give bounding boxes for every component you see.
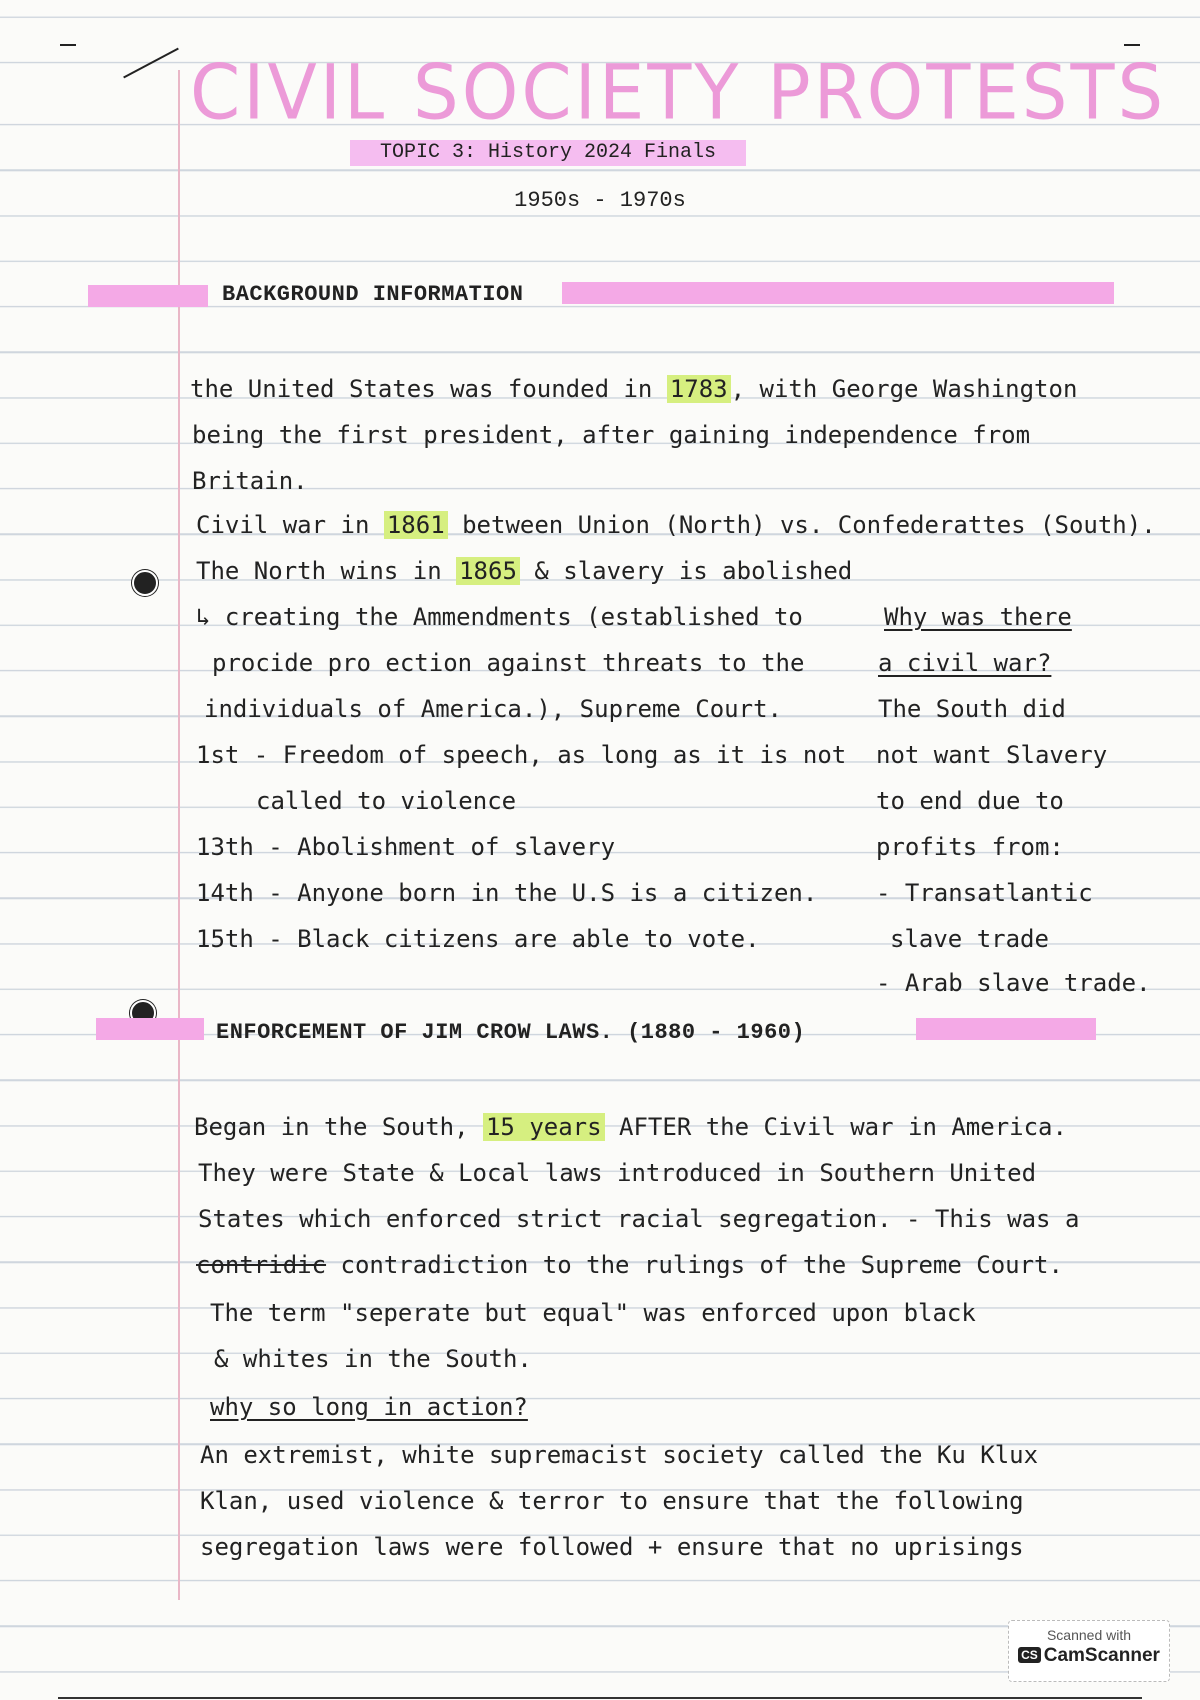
bg-line-7: procide pro ection against threats to the — [212, 649, 805, 677]
topic-subtitle: TOPIC 3: History 2024 Finals — [350, 140, 746, 166]
bullet-dot-1 — [132, 570, 158, 596]
bg-line-12: 14th - Anyone born in the U.S is a citizen. — [196, 879, 818, 907]
side-note-3: to end due to — [876, 787, 1064, 815]
bottom-rule — [58, 1697, 1142, 1699]
scanner-brand: CS CamScanner — [1009, 1645, 1169, 1667]
bg-line-2: being the first president, after gaining independence from — [192, 421, 1031, 449]
jc-line-7: why so long in action? — [210, 1393, 528, 1421]
heading-highlight-right — [562, 282, 1114, 304]
bg-line-8: individuals of America.), Supreme Court. — [204, 695, 782, 723]
pen-stroke — [123, 48, 179, 79]
side-note-4: profits from: — [876, 833, 1064, 861]
bg-line-10: called to violence — [256, 787, 517, 815]
side-question-1: Why was there — [884, 603, 1072, 631]
bg-line-5: The North wins in 1865 & slavery is abolished — [196, 557, 853, 585]
jc-line-1: Began in the South, 15 years AFTER the Civil war in America. — [194, 1113, 1067, 1141]
jc-line-8: An extremist, white supremacist society called the Ku Klux — [200, 1441, 1039, 1469]
heading-highlight-left-2 — [96, 1018, 204, 1040]
heading-highlight-left — [88, 285, 208, 307]
bg-line-9: 1st - Freedom of speech, as long as it is not — [196, 741, 847, 769]
bg-line-6: ↳ creating the Ammendments (established to — [196, 603, 803, 631]
era-label: 1950s - 1970s — [514, 188, 686, 213]
bg-line-4: Civil war in 1861 between Union (North) vs. Confederattes (South). — [196, 511, 1156, 539]
side-note-1: The South did — [878, 695, 1066, 723]
side-note-5: - Transatlantic — [876, 879, 1093, 907]
bg-line-13: 15th - Black citizens are able to vote. — [196, 925, 760, 953]
side-note-2: not want Slavery — [876, 741, 1108, 769]
camscanner-watermark — [1008, 1620, 1170, 1682]
corner-mark-right — [1124, 44, 1140, 46]
camscanner-icon: CS — [1018, 1647, 1041, 1663]
heading-highlight-right-2 — [916, 1018, 1096, 1040]
jc-line-3: States which enforced strict racial segregation. - This was a — [198, 1205, 1080, 1233]
page-title: CIVIL SOCIETY PROTESTS — [190, 47, 1167, 137]
section-heading-background: BACKGROUND INFORMATION — [222, 282, 524, 307]
jc-line-9: Klan, used violence & terror to ensure that the following — [200, 1487, 1024, 1515]
side-question-2: a civil war? — [878, 649, 1052, 677]
jc-line-5: The term "seperate but equal" was enforced upon black — [210, 1299, 976, 1327]
bg-line-1: the United States was founded in 1783 , with George Washington — [190, 375, 1078, 403]
jc-line-10: segregation laws were followed + ensure that no uprisings — [200, 1533, 1024, 1561]
jc-line-2: They were State & Local laws introduced in Southern United — [198, 1159, 1037, 1187]
corner-mark-left — [60, 44, 76, 46]
jc-line-6: & whites in the South. — [214, 1345, 532, 1373]
jc-line-4: contridic contradiction to the rulings of the Supreme Court. — [196, 1251, 1063, 1279]
scanner-caption: Scanned with — [1046, 1627, 1132, 1643]
section-heading-jim-crow: ENFORCEMENT OF JIM CROW LAWS. (1880 - 1960) — [216, 1020, 806, 1045]
side-note-7: - Arab slave trade. — [876, 969, 1151, 997]
bg-line-3: Britain. — [192, 467, 308, 495]
side-note-6: slave trade — [890, 925, 1049, 953]
bg-line-11: 13th - Abolishment of slavery — [196, 833, 616, 861]
